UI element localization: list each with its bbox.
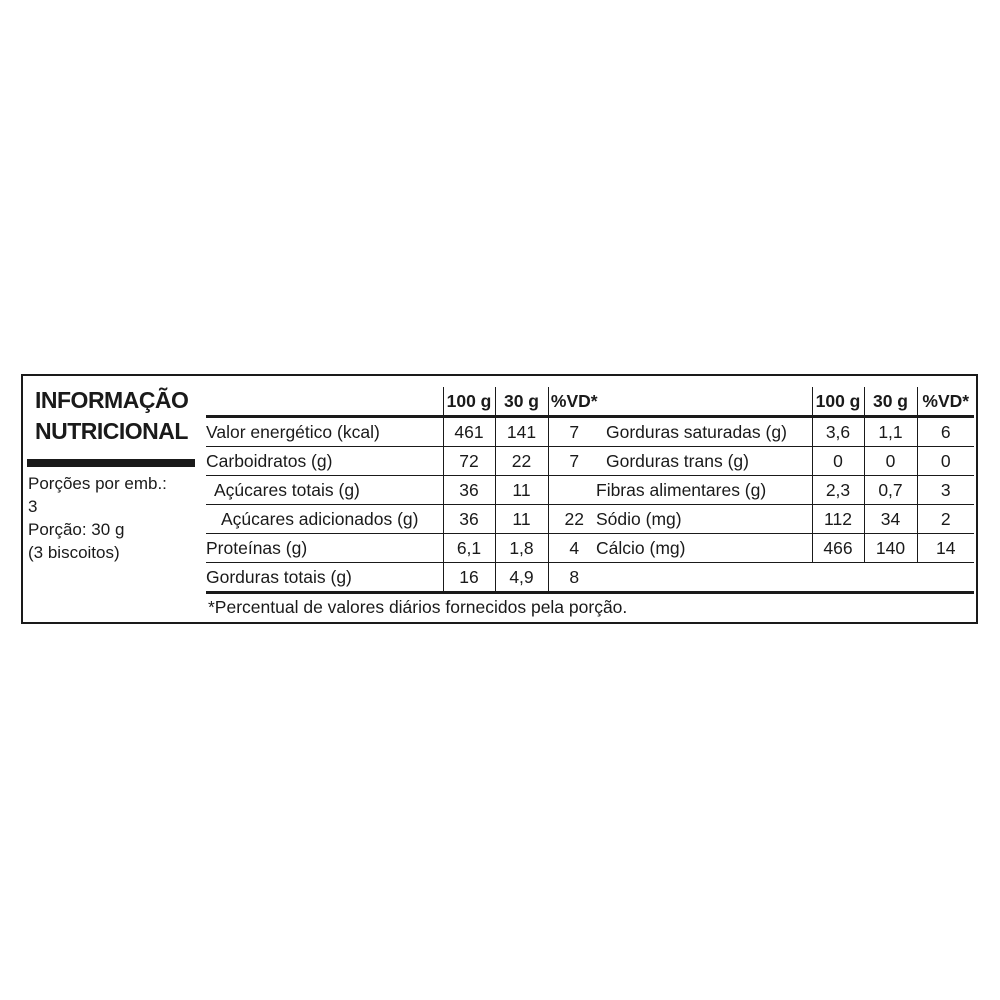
value-100g: 72 <box>443 447 495 476</box>
value-100g: 112 <box>812 505 864 534</box>
portions-per-package-value: 3 <box>28 497 38 516</box>
nutrient-label: Fibras alimentares (g) <box>596 476 812 505</box>
nutrient-label: Gorduras trans (g) <box>596 447 812 476</box>
header-100g: 100 g <box>812 387 864 417</box>
value-vd: 7 <box>548 417 600 447</box>
table-row <box>596 476 974 505</box>
value-100g: 6,1 <box>443 534 495 563</box>
value-100g: 2,3 <box>812 476 864 505</box>
portion-description: (3 biscoitos) <box>28 543 120 562</box>
value-30g: 34 <box>864 505 917 534</box>
nutrition-table-left <box>206 387 600 594</box>
value-30g: 0,7 <box>864 476 917 505</box>
value-30g: 1,8 <box>495 534 548 563</box>
value-30g: 0 <box>864 447 917 476</box>
value-30g: 22 <box>495 447 548 476</box>
portions-per-package-label: Porções por emb.: <box>28 474 167 493</box>
value-vd: 7 <box>548 447 600 476</box>
header-100g: 100 g <box>443 387 495 417</box>
table-row <box>596 534 974 563</box>
table-row <box>206 417 600 447</box>
nutrient-label: Açúcares totais (g) <box>206 476 443 505</box>
value-vd: 6 <box>917 417 974 447</box>
empty-cell <box>812 563 864 593</box>
panel-title <box>35 385 188 447</box>
value-vd: 4 <box>548 534 600 563</box>
value-100g: 36 <box>443 505 495 534</box>
value-vd: 22 <box>548 505 600 534</box>
value-vd: 3 <box>917 476 974 505</box>
header-label-cell <box>596 387 812 417</box>
table-row-empty <box>596 563 974 593</box>
nutrition-table-right <box>596 387 974 594</box>
nutrition-facts-panel <box>21 374 978 624</box>
table-row <box>596 417 974 447</box>
value-100g: 461 <box>443 417 495 447</box>
value-vd: 14 <box>917 534 974 563</box>
title-line-1: INFORMAÇÃO <box>35 387 189 413</box>
portion-info <box>28 472 167 564</box>
value-30g: 11 <box>495 505 548 534</box>
value-30g: 4,9 <box>495 563 548 593</box>
table-header-row <box>206 387 600 417</box>
value-30g: 141 <box>495 417 548 447</box>
value-vd: 8 <box>548 563 600 593</box>
table-row <box>596 447 974 476</box>
value-100g: 3,6 <box>812 417 864 447</box>
value-30g: 1,1 <box>864 417 917 447</box>
empty-cell <box>596 563 812 593</box>
value-100g: 0 <box>812 447 864 476</box>
nutrient-label: Açúcares adicionados (g) <box>206 505 443 534</box>
value-100g: 466 <box>812 534 864 563</box>
nutrient-label: Cálcio (mg) <box>596 534 812 563</box>
header-vd: %VD* <box>917 387 974 417</box>
table-row <box>206 447 600 476</box>
value-100g: 36 <box>443 476 495 505</box>
table-header-row <box>596 387 974 417</box>
title-divider <box>27 459 195 467</box>
empty-cell <box>864 563 917 593</box>
nutrient-label: Sódio (mg) <box>596 505 812 534</box>
table-row <box>206 505 600 534</box>
value-vd <box>548 476 600 505</box>
nutrient-label: Gorduras totais (g) <box>206 563 443 593</box>
table-row <box>206 476 600 505</box>
table-row <box>596 505 974 534</box>
value-vd: 0 <box>917 447 974 476</box>
nutrient-label: Carboidratos (g) <box>206 447 443 476</box>
header-vd: %VD* <box>548 387 600 417</box>
value-vd: 2 <box>917 505 974 534</box>
value-30g: 11 <box>495 476 548 505</box>
header-label-cell <box>206 387 443 417</box>
value-100g: 16 <box>443 563 495 593</box>
value-30g: 140 <box>864 534 917 563</box>
empty-cell <box>917 563 974 593</box>
header-30g: 30 g <box>495 387 548 417</box>
nutrient-label: Gorduras saturadas (g) <box>596 417 812 447</box>
footnote: *Percentual de valores diários fornecidos pela porção. <box>208 597 628 617</box>
title-line-2: NUTRICIONAL <box>35 418 188 444</box>
portion-size: Porção: 30 g <box>28 520 125 539</box>
table-row <box>206 534 600 563</box>
header-30g: 30 g <box>864 387 917 417</box>
nutrient-label: Proteínas (g) <box>206 534 443 563</box>
table-row <box>206 563 600 593</box>
nutrient-label: Valor energético (kcal) <box>206 417 443 447</box>
